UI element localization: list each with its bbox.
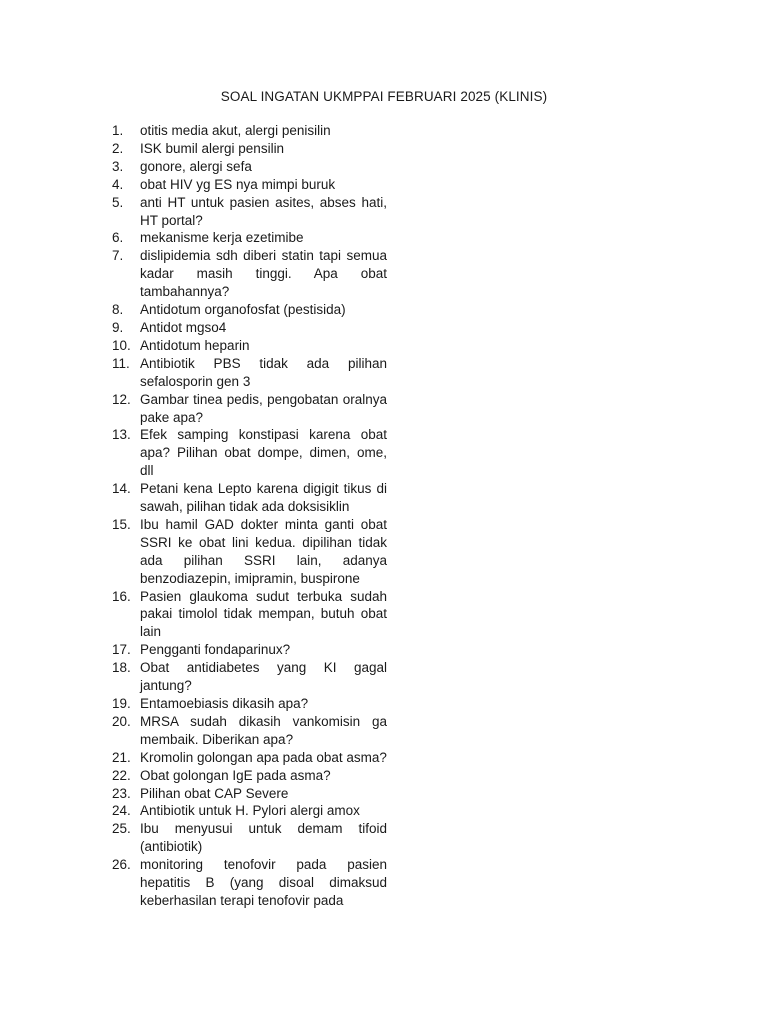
item-number: 2.: [112, 140, 124, 156]
item-number: 5.: [112, 194, 124, 210]
list-item: [112, 319, 387, 337]
item-text: mekanisme kerja ezetimibe: [140, 230, 304, 246]
list-item: [112, 355, 387, 391]
item-number: 4.: [112, 176, 124, 192]
item-number: 9.: [112, 319, 124, 335]
list-item: [112, 820, 387, 856]
item-text: dislipidemia sdh diberi statin tapi semua kadar masih tinggi. Apa obat tambahannya?: [140, 248, 387, 300]
list-item: [112, 480, 387, 516]
item-number: 13.: [112, 427, 131, 443]
item-text: Antidotum organofosfat (pestisida): [140, 302, 346, 318]
list-item: [112, 802, 387, 820]
item-number: 14.: [112, 481, 131, 497]
list-item: [112, 641, 387, 659]
item-number: 1.: [112, 123, 124, 138]
item-text: Ibu menyusui untuk demam tifoid (antibiotik): [140, 821, 387, 855]
item-text: Antibiotik PBS tidak ada pilihan sefalosporin gen 3: [140, 355, 387, 389]
list-item: [112, 749, 387, 767]
list-item: [112, 516, 387, 588]
list-item: [112, 301, 387, 319]
item-text: otitis media akut, alergi penisilin: [140, 123, 331, 138]
list-item: [112, 695, 387, 713]
list-item: [112, 229, 387, 247]
item-number: 20.: [112, 713, 131, 729]
item-number: 21.: [112, 749, 131, 765]
list-item: [112, 122, 387, 140]
list-item: [112, 767, 387, 785]
item-number: 17.: [112, 642, 131, 658]
list-item: [112, 785, 387, 803]
list-item: [112, 713, 387, 749]
item-text: Entamoebiasis dikasih apa?: [140, 696, 309, 711]
item-text: obat HIV yg ES nya mimpi buruk: [140, 176, 336, 192]
item-text: Kromolin golongan apa pada obat asma?: [140, 749, 387, 765]
list-item: [112, 856, 387, 910]
item-text: Petani kena Lepto karena digigit tikus di sawah, pilihan tidak ada doksisiklin: [140, 481, 387, 515]
list-item: [112, 176, 387, 194]
question-list: [112, 122, 387, 910]
item-text: ISK bumil alergi pensilin: [140, 140, 285, 156]
list-item: [112, 588, 387, 642]
list-item: [112, 426, 387, 480]
item-text: Obat golongan IgE pada asma?: [140, 767, 331, 783]
item-number: 24.: [112, 803, 131, 819]
document-title: SOAL INGATAN UKMPPAI FEBRUARI 2025 (KLINIS): [220, 89, 548, 104]
list-item: [112, 247, 387, 301]
list-item: [112, 337, 387, 355]
item-number: 6.: [112, 230, 124, 246]
item-text: Ibu hamil GAD dokter minta ganti obat SSRI ke obat lini kedua. dipilihan tidak ada pilihan SSRI lain, adanya benzodiazepin, imipramin, buspirone: [140, 516, 387, 586]
item-number: 3.: [112, 158, 124, 174]
item-text: Antibiotik untuk H. Pylori alergi amox: [140, 803, 360, 819]
item-number: 7.: [112, 248, 124, 264]
list-item: [112, 659, 387, 695]
item-text: Antidot mgso4: [140, 319, 227, 335]
item-number: 11.: [112, 355, 130, 371]
list-item: [112, 391, 387, 427]
item-number: 26.: [112, 857, 131, 873]
item-number: 23.: [112, 785, 131, 801]
item-text: monitoring tenofovir pada pasien hepatitis B (yang disoal dimaksud keberhasilan terapi tenofovir pada: [140, 857, 387, 908]
item-number: 18.: [112, 660, 131, 676]
item-text: Pilihan obat CAP Severe: [140, 785, 289, 801]
item-text: Efek samping konstipasi karena obat apa? Pilihan obat dompe, dimen, ome, dll: [140, 427, 387, 479]
item-number: 15.: [112, 516, 131, 532]
item-number: 22.: [112, 767, 131, 783]
item-text: Antidotum heparin: [140, 337, 250, 353]
item-number: 10.: [112, 337, 131, 353]
list-item: [112, 140, 387, 158]
item-text: gonore, alergi sefa: [140, 158, 252, 174]
list-item: [112, 158, 387, 176]
item-text: Pasien glaukoma sudut terbuka sudah pakai timolol tidak mempan, butuh obat lain: [140, 588, 387, 640]
item-text: Obat antidiabetes yang KI gagal jantung?: [140, 660, 387, 694]
list-item: [112, 194, 387, 230]
item-number: 19.: [112, 696, 131, 711]
item-number: 8.: [112, 302, 124, 318]
item-number: 25.: [112, 821, 131, 837]
item-text: Gambar tinea pedis, pengobatan oralnya pake apa?: [140, 391, 387, 425]
item-text: Pengganti fondaparinux?: [140, 642, 291, 658]
item-number: 16.: [112, 588, 131, 604]
item-number: 12.: [112, 391, 131, 407]
item-text: anti HT untuk pasien asites, abses hati, HT portal?: [140, 194, 387, 228]
item-text: MRSA sudah dikasih vankomisin ga membaik. Diberikan apa?: [140, 713, 387, 747]
